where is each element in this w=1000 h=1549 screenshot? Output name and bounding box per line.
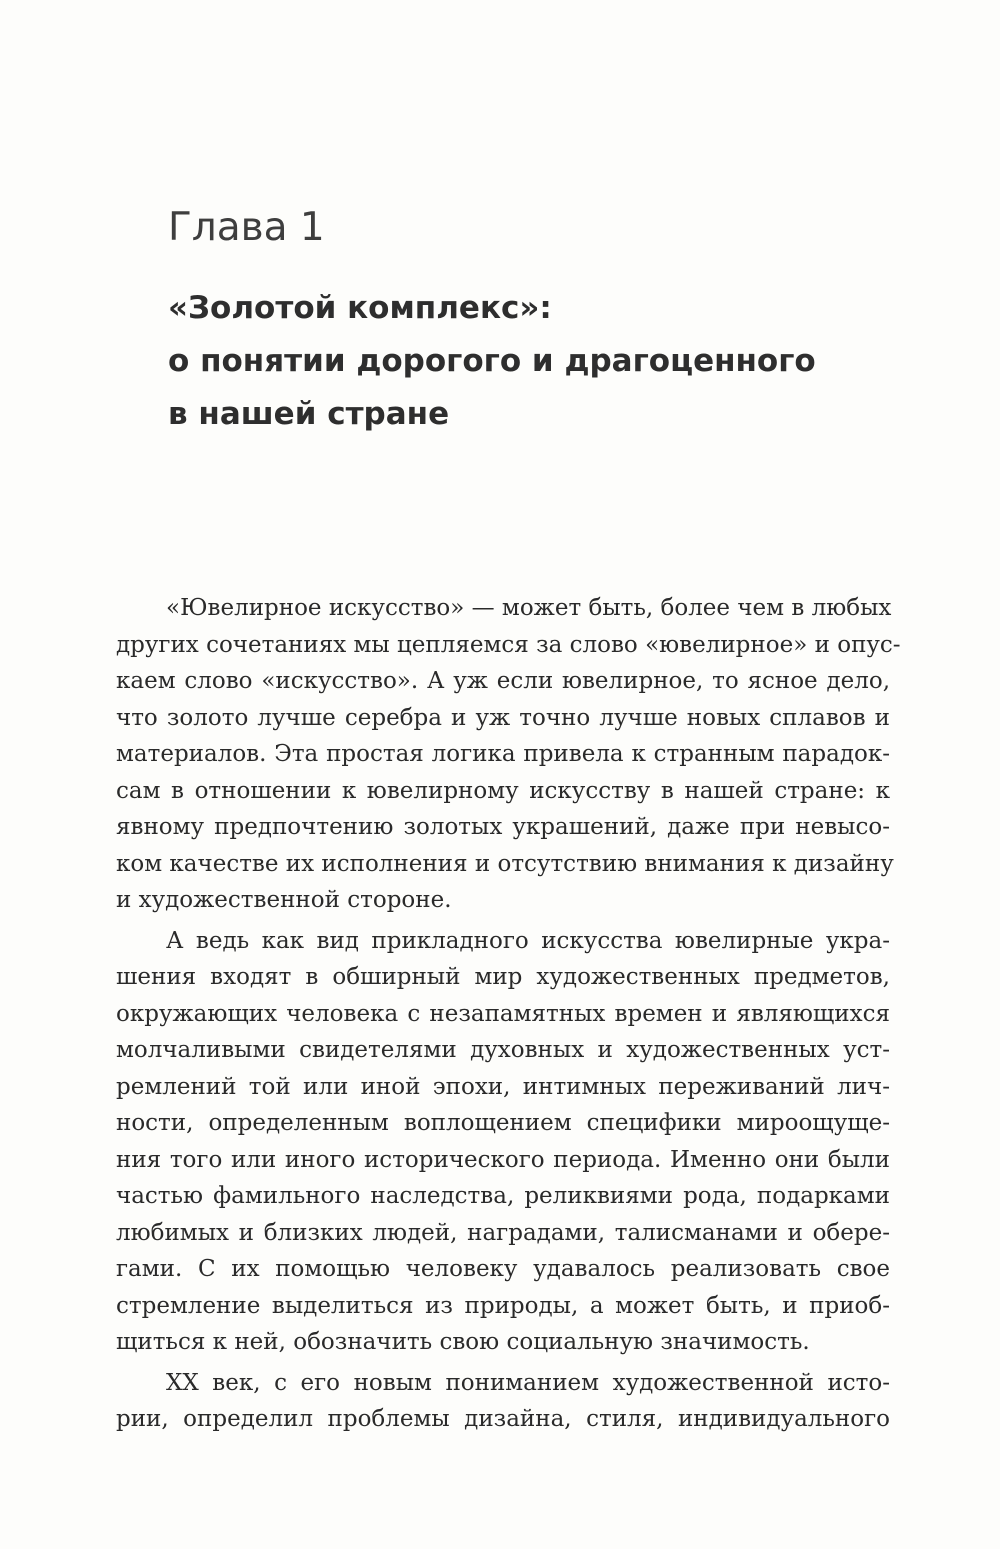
chapter-label: Глава 1 xyxy=(168,205,325,250)
text-line: и художественной стороне. xyxy=(116,887,452,913)
text-line: ности, определенным воплощением специфики мироощуще- xyxy=(116,1110,890,1136)
text-line: сам в отношении к ювелирному искусству в нашей стране: к xyxy=(116,777,890,804)
text-line: ремлений той или иной эпохи, интимных переживаний лич- xyxy=(116,1073,890,1100)
paragraph xyxy=(116,590,901,919)
text-line: явному предпочтению золотых украшений, даже при невысо- xyxy=(116,814,890,840)
text-line: любимых и близких людей, наградами, талисманами и обере- xyxy=(116,1219,890,1246)
paragraph xyxy=(116,923,890,1361)
text-line: ния того или иного исторического периода. Именно они были xyxy=(116,1146,890,1173)
text-line: гами. С их помощью человеку удавалось реализовать свое xyxy=(116,1256,890,1282)
chapter-title-line: о понятии дорогого и драгоценного xyxy=(168,343,816,379)
text-line: других сочетаниях мы цепляемся за слово «ювелирное» и опус- xyxy=(116,631,901,658)
text-line: А ведь как вид прикладного искусства ювелирные укра- xyxy=(166,927,890,954)
paragraph xyxy=(116,1365,890,1438)
text-line: «Ювелирное искусство» — может быть, более чем в любых xyxy=(166,595,892,621)
text-line: XX век, с его новым пониманием художественной исто- xyxy=(166,1369,890,1396)
text-line: что золото лучше серебра и уж точно лучше новых сплавов и xyxy=(116,704,890,731)
text-line: молчаливыми свидетелями духовных и художественных уст- xyxy=(116,1037,890,1063)
chapter-title xyxy=(168,282,948,441)
text-line: материалов. Эта простая логика привела к странным парадок- xyxy=(116,741,890,767)
text-line: щиться к ней, обозначить свою социальную значимость. xyxy=(116,1329,810,1355)
chapter-title-line: «Золотой комплекс»: xyxy=(168,290,552,326)
text-line: рии, определил проблемы дизайна, стиля, индивидуального xyxy=(116,1406,890,1432)
body-text xyxy=(116,590,901,1442)
chapter-title-line: в нашей стране xyxy=(168,396,450,432)
text-line: частью фамильного наследства, реликвиями рода, подарками xyxy=(116,1183,890,1209)
text-line: шения входят в обширный мир художественных предметов, xyxy=(116,964,890,990)
text-line: стремление выделиться из природы, а может быть, и приоб- xyxy=(116,1292,890,1319)
text-line: окружающих человека с незапамятных времен и являющихся xyxy=(116,1000,890,1027)
text-line: ком качестве их исполнения и отсутствию внимания к дизайну xyxy=(116,850,894,877)
text-line: каем слово «искусство». А уж если ювелирное, то ясное дело, xyxy=(116,668,890,694)
